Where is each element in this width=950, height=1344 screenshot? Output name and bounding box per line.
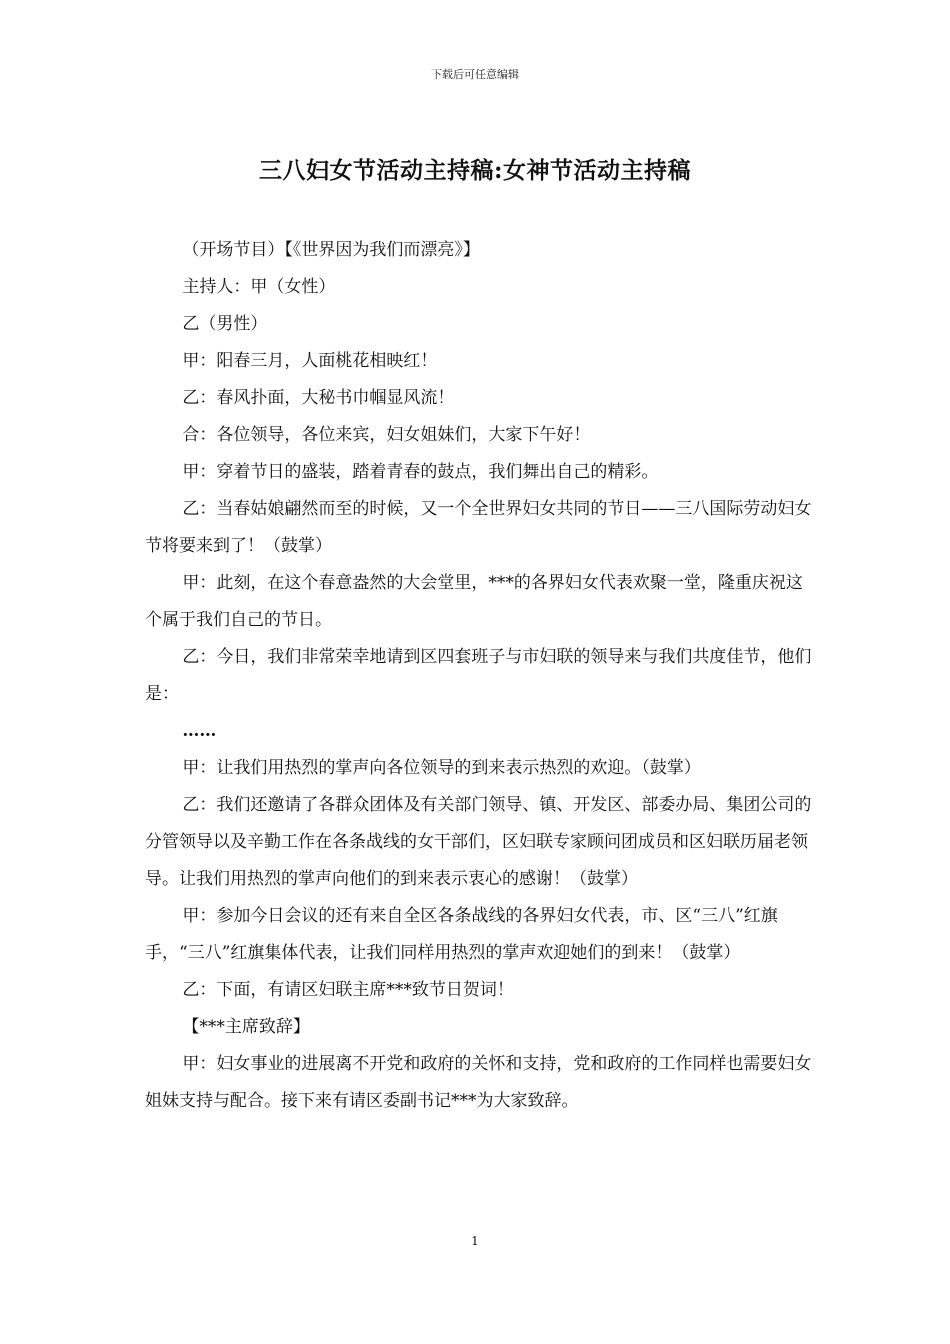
paragraph-line: 甲：穿着节日的盛装，踏着青春的鼓点，我们舞出自己的精彩。: [182, 462, 659, 482]
paragraph-line: 乙：当春姑娘翩然而至的时候，又一个全世界妇女共同的节日——三八国际劳动妇女节将要来到了！（鼓掌）: [145, 499, 812, 556]
paragraph-host: 主持人：甲（女性）: [182, 277, 336, 297]
document-body: [145, 232, 817, 1120]
paragraph-line: 甲：此刻，在这个春意盎然的大会堂里，***的各界妇女代表欢聚一堂，隆重庆祝这个属于我们自己的节日。: [145, 573, 803, 630]
paragraph-section-heading: 【***主席致辞】: [182, 1017, 310, 1037]
paragraph-line: 甲：阳春三月，人面桃花相映红！: [182, 351, 438, 371]
paragraph-line: 合：各位领导，各位来宾，妇女姐妹们，大家下午好！: [182, 425, 591, 445]
paragraph-line: 乙：下面，有请区妇联主席***致节日贺词！: [182, 980, 514, 1000]
paragraph-line: 甲：让我们用热烈的掌声向各位领导的到来表示热烈的欢迎。（鼓掌）: [182, 758, 701, 778]
document-title: 三八妇女节活动主持稿:女神节活动主持稿: [259, 157, 691, 184]
paragraph-opening: （开场节目）【《世界因为我们而漂亮》】: [182, 240, 480, 260]
paragraph-line: 乙：今日，我们非常荣幸地请到区四套班子与市妇联的领导来与我们共度佳节，他们是：: [145, 647, 812, 704]
paragraph-line: 乙：我们还邀请了各群众团体及有关部门领导、镇、开发区、部委办局、集团公司的分管领导以及辛勤工作在各条战线的女干部们，区妇联专家顾问团成员和区妇联历届老领导。让我们用热烈的掌声向他们的到来表示衷心的感谢！（鼓掌）: [145, 795, 812, 889]
paragraph-line: 乙：春风扑面，大秘书巾帼显风流！: [182, 388, 455, 408]
paragraph-host-b: 乙（男性）: [182, 314, 268, 334]
paragraph-line: 甲：妇女事业的进展离不开党和政府的关怀和支持，党和政府的工作同样也需要妇女姐妹支持与配合。接下来有请区委副书记***为大家致辞。: [145, 1054, 812, 1111]
header-note: 下载后可任意编辑: [431, 68, 519, 81]
paragraph-ellipsis: ……: [182, 721, 217, 741]
page-number: 1: [471, 1234, 479, 1248]
paragraph-line: 甲：参加今日会议的还有来自全区各条战线的各界妇女代表，市、区“三八”红旗手，“三八”红旗集体代表，让我们同样用热烈的掌声欢迎她们的到来！（鼓掌）: [145, 906, 778, 963]
